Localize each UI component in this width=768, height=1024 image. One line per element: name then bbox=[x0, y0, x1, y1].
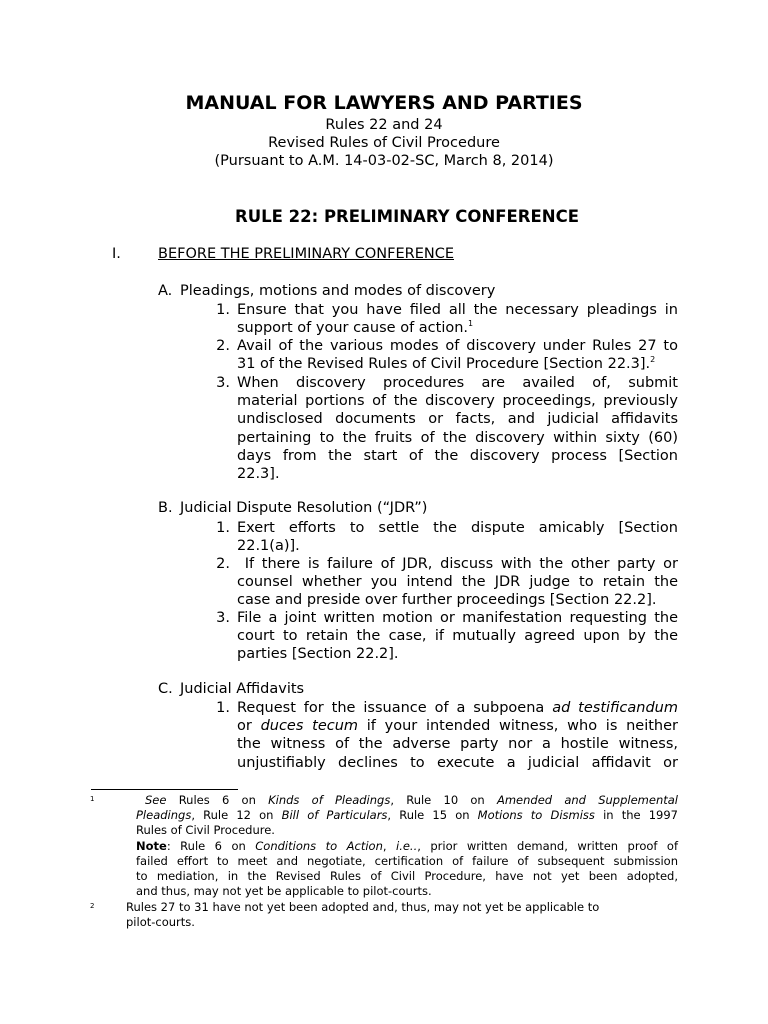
list-item-number: 1. bbox=[216, 700, 230, 716]
list-item-line: unjustifiably declines to execute a judicial affidavit or bbox=[237, 754, 678, 771]
footnote-line: Rules 27 to 31 have not yet been adopted and, thus, may not yet be applicable to bbox=[126, 900, 600, 914]
list-item bbox=[212, 301, 678, 337]
text-run: , bbox=[382, 838, 396, 853]
list-item-line: the witness of the adverse party nor a hostile witness, bbox=[237, 736, 678, 753]
text-run: Kinds of Pleadings bbox=[268, 793, 391, 807]
list-item-line: When discovery procedures are availed of, submit bbox=[237, 375, 678, 391]
text-run: i.e.. bbox=[396, 838, 418, 853]
italic-term: duces tecum bbox=[260, 718, 359, 735]
list-item-line: pertaining to the fruits of the discovery within sixty (60) bbox=[237, 429, 678, 446]
footnote-line bbox=[136, 808, 678, 823]
subsection-heading-c bbox=[158, 681, 304, 697]
footnote-2 bbox=[90, 900, 678, 930]
text-run: , prior written demand, written proof of bbox=[417, 838, 678, 853]
subsection-letter: A. bbox=[158, 283, 173, 299]
footnote-line: pilot-courts. bbox=[126, 915, 195, 930]
list-item-line: 22.3]. bbox=[237, 466, 280, 483]
list-item-line: 31 of the Revised Rules of Civil Procedure [Section 22.3]. bbox=[237, 356, 651, 373]
text-run: Conditions to Action bbox=[255, 838, 383, 853]
list-item bbox=[212, 519, 678, 555]
text-run: , Rule 12 on bbox=[191, 808, 282, 823]
text-run: if your intended witness, who is neither bbox=[358, 718, 678, 735]
list-item bbox=[212, 374, 678, 483]
list-item-line: File a joint written motion or manifestation requesting the bbox=[237, 610, 678, 626]
footnote-separator bbox=[91, 789, 238, 790]
footnote-1 bbox=[90, 793, 678, 899]
list-item-line: counsel whether you intend the JDR judge to retain the bbox=[237, 574, 678, 591]
list-item-line: 22.1(a)]. bbox=[237, 538, 300, 555]
text-run: : Rule 6 on bbox=[166, 838, 256, 853]
list-item-line: undisclosed documents or facts, and judicial affidavits bbox=[237, 411, 678, 428]
footnote-ref-1: 1 bbox=[468, 319, 474, 329]
list-item bbox=[212, 555, 678, 610]
text-run: , Rule 10 on bbox=[390, 793, 497, 807]
document-subtitle-rules: Rules 22 and 24 bbox=[325, 117, 443, 133]
list-item-number: 2. bbox=[216, 338, 230, 354]
subsection-heading-a bbox=[158, 283, 495, 299]
list-item-line: case and preside over further proceedings [Section 22.2]. bbox=[237, 592, 657, 609]
subsection-letter: C. bbox=[158, 681, 173, 697]
list-item-line: Ensure that you have filed all the necessary pleadings in bbox=[237, 302, 678, 318]
list-item-number: 1. bbox=[216, 520, 230, 536]
section-number: I. bbox=[112, 246, 121, 262]
list-item-line bbox=[237, 699, 678, 717]
list-item-number: 1. bbox=[216, 302, 230, 318]
footnote-mark: 2 bbox=[90, 902, 95, 910]
document-title: MANUAL FOR LAWYERS AND PARTIES bbox=[185, 92, 583, 114]
footnote-line: and thus, may not yet be applicable to pilot-courts. bbox=[136, 884, 432, 899]
list-item bbox=[212, 609, 678, 664]
subsection-title: Judicial Affidavits bbox=[180, 681, 305, 697]
footnote-line bbox=[136, 839, 678, 854]
footnote-line bbox=[136, 793, 678, 808]
list-item bbox=[212, 699, 678, 772]
text-run: Request for the issuance of a subpoena bbox=[237, 700, 553, 716]
footnote-line: Rules of Civil Procedure. bbox=[136, 823, 275, 838]
text-run: Amended and Supplemental bbox=[496, 793, 678, 807]
list-item-line: Avail of the various modes of discovery under Rules 27 to bbox=[237, 338, 678, 354]
note-label: Note bbox=[136, 838, 167, 853]
footnote-line: to mediation, in the Revised Rules of Civil Procedure, have not yet been adopted, bbox=[136, 869, 678, 884]
section-title: BEFORE THE PRELIMINARY CONFERENCE bbox=[158, 246, 454, 262]
footnote-line: failed effort to meet and negotiate, certification of failure of subsequent submission bbox=[136, 853, 678, 868]
text-run: in the 1997 bbox=[594, 808, 678, 823]
list-item-line: material portions of the discovery proceedings, previously bbox=[237, 393, 678, 410]
text-run: See bbox=[145, 793, 167, 807]
list-item-number: 3. bbox=[216, 610, 230, 626]
footnote-mark: 1 bbox=[90, 795, 95, 803]
list-item-line bbox=[237, 717, 678, 735]
list-item-line: parties [Section 22.2]. bbox=[237, 646, 399, 663]
text-run: Pleadings bbox=[136, 808, 192, 823]
list-item-line: Exert efforts to settle the dispute amicably [Section bbox=[237, 520, 678, 536]
list-item-number: 3. bbox=[216, 375, 230, 391]
list-item-number: 2. bbox=[216, 556, 230, 572]
text-run: , Rule 15 on bbox=[387, 808, 478, 823]
text-run: Bill of Particulars bbox=[281, 808, 388, 823]
list-item bbox=[212, 337, 678, 373]
document-subtitle-pursuant: (Pursuant to A.M. 14-03-02-SC, March 8, 2014) bbox=[214, 153, 554, 169]
list-item-line: days from the start of the discovery process [Section bbox=[237, 447, 678, 464]
list-item-line: support of your cause of action. bbox=[237, 320, 469, 337]
italic-term: ad testificandum bbox=[552, 700, 678, 716]
text-run: Rules 6 on bbox=[166, 793, 269, 807]
list-item-line: If there is failure of JDR, discuss with the other party or bbox=[237, 556, 678, 572]
document-subtitle-procedure: Revised Rules of Civil Procedure bbox=[268, 135, 500, 151]
subsection-title: Judicial Dispute Resolution (“JDR”) bbox=[180, 500, 428, 516]
subsection-title: Pleadings, motions and modes of discovery bbox=[180, 283, 496, 299]
subsection-letter: B. bbox=[158, 500, 173, 516]
footnote-ref-2: 2 bbox=[650, 355, 656, 365]
rule-heading: RULE 22: PRELIMINARY CONFERENCE bbox=[235, 207, 579, 226]
text-run: or bbox=[237, 718, 261, 735]
subsection-heading-b bbox=[158, 500, 427, 516]
list-item-line: court to retain the case, if mutually agreed upon by the bbox=[237, 628, 678, 645]
text-run: Motions to Dismiss bbox=[477, 808, 595, 823]
